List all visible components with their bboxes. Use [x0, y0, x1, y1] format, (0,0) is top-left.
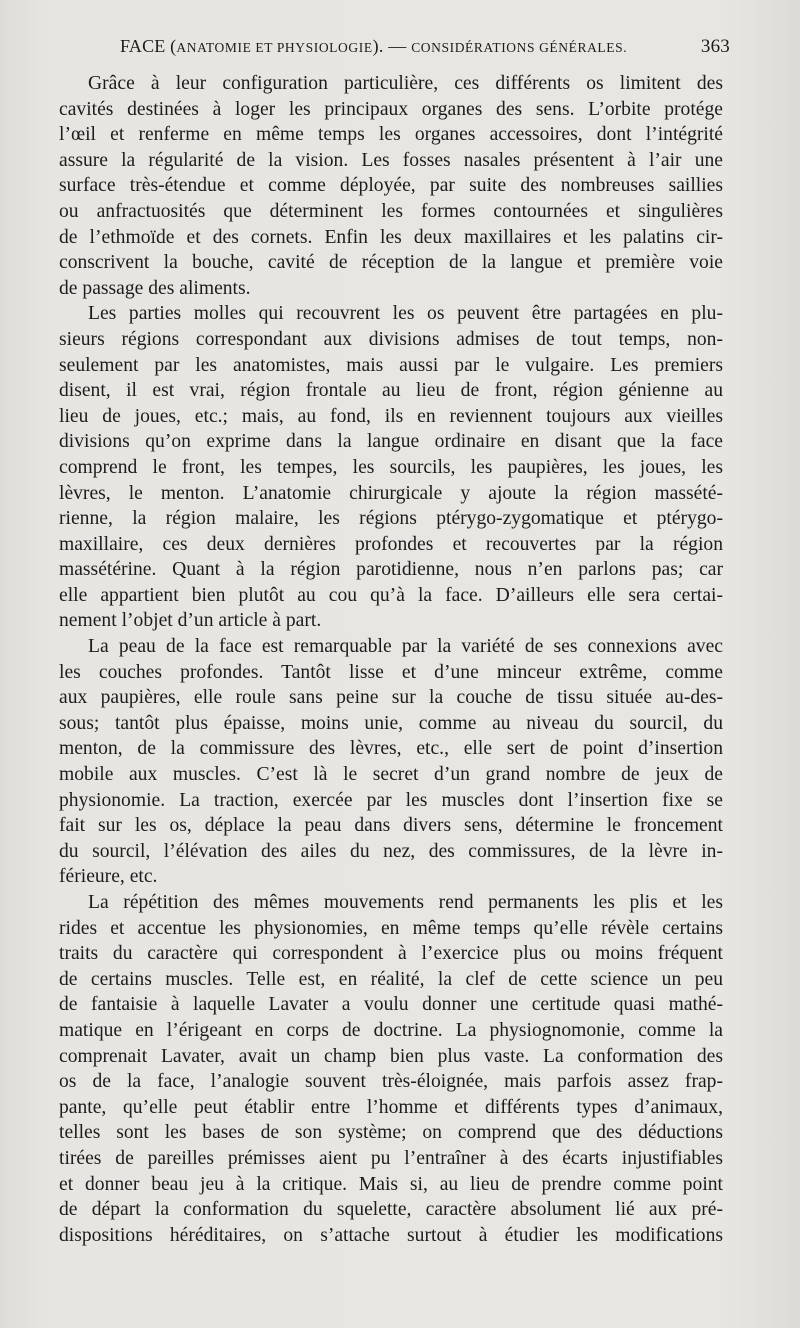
text-line: physionomie. La traction, exercée par les muscles dont l’insertion fixe se [59, 789, 723, 811]
text-line: os de la face, l’analogie souvent très-éloignée, mais parfois assez frap- [59, 1071, 723, 1093]
text-line: comprenait Lavater, avait un champ bien plus vaste. La conformation des [59, 1045, 723, 1067]
text-line: férieure, etc. [59, 866, 158, 888]
text-line: mobile aux muscles. C’est là le secret d’un grand nombre de jeux de [59, 764, 723, 786]
text-line: disent, il est vrai, région frontale au lieu de front, région génienne au [59, 380, 723, 402]
text-line: assure la régularité de la vision. Les fosses nasales présentent à l’air une [59, 149, 723, 171]
text-line: La peau de la face est remarquable par la variété de ses connexions avec [88, 636, 723, 658]
text-line: de passage des aliments. [59, 277, 251, 299]
text-line: Les parties molles qui recouvrent les os peuvent être partagées en plu- [88, 303, 723, 325]
text-line: nement l’objet d’un article à part. [59, 610, 322, 632]
text-line: seulement par les anatomistes, mais aussi par le vulgaire. Les premiers [59, 354, 723, 376]
text-line: du sourcil, l’élévation des ailes du nez, des commissures, de la lèvre in- [59, 840, 723, 862]
text-line: comprend le front, les tempes, les sourcils, les paupières, les joues, les [59, 456, 723, 478]
text-line: maxillaire, ces deux dernières profondes et recouvertes par la région [59, 533, 723, 555]
running-head-title [120, 36, 627, 57]
text-line: de certains muscles. Telle est, en réalité, la clef de cette science un peu [59, 968, 723, 990]
text-line: dispositions héréditaires, on s’attache surtout à étudier les modifications [59, 1224, 723, 1246]
text-line: et donner beau jeu à la critique. Mais si, au lieu de prendre comme point [59, 1173, 723, 1195]
text-line: pante, qu’elle peut établir entre l’homme et différents types d’animaux, [59, 1096, 723, 1118]
running-head [120, 36, 730, 62]
text-line: lieu de joues, etc.; mais, au fond, ils en reviennent toujours aux vieilles [59, 405, 723, 427]
running-head-title-smallcaps: ANATOMIE ET PHYSIOLOGIE [176, 40, 373, 55]
text-line: La répétition des mêmes mouvements rend permanents les plis et les [88, 892, 723, 913]
text-line: lèvres, le menton. L’anatomie chirurgicale y ajoute la région massété- [59, 482, 723, 504]
text-line: telles sont les bases de son système; on comprend que des déductions [59, 1122, 723, 1144]
running-head-dash: — [383, 36, 412, 56]
body-text [59, 71, 723, 1248]
text-line: les couches profondes. Tantôt lisse et d’une minceur extrême, comme [59, 661, 723, 683]
text-line: elle appartient bien plutôt au cou qu’à la face. D’ailleurs elle sera certai- [59, 584, 723, 606]
text-line: de l’ethmoïde et des cornets. Enfin les deux maxillaires et les palatins cir- [59, 226, 723, 248]
text-line: divisions qu’on exprime dans la langue ordinaire en disant que la face [59, 431, 723, 453]
text-line: aux paupières, elle roule sans peine sur la couche de tissu située au-des- [59, 687, 723, 709]
text-line: ou anfractuosités que déterminent les formes contournées et singulières [59, 200, 723, 222]
text-line: matique en l’érigeant en corps de doctrine. La physiognomonie, comme la [59, 1019, 723, 1041]
text-line: fait sur les os, déplace la peau dans divers sens, détermine le froncement [59, 815, 723, 837]
text-line: l’œil et renferme en même temps les organes accessoires, dont l’intégrité [59, 124, 723, 146]
text-line: massétérine. Quant à la région parotidienne, nous n’en parlons pas; car [59, 559, 723, 581]
text-line: tirées de pareilles prémisses aient pu l’entraîner à des écarts injustifiables [59, 1147, 723, 1169]
text-line: de départ la conformation du squelette, caractère absolument lié aux pré- [59, 1199, 723, 1221]
running-head-section: CONSIDÉRATIONS GÉNÉRALES. [411, 40, 628, 55]
text-line: sieurs régions correspondant aux divisions admises de tout temps, non- [59, 328, 723, 350]
running-head-title-close: ). [372, 36, 384, 56]
text-line: conscrivent la bouche, cavité de réception de la langue et première voie [59, 252, 723, 274]
text-line: de fantaisie à laquelle Lavater a voulu donner une certitude quasi mathé- [59, 994, 723, 1016]
text-line: menton, de la commissure des lèvres, etc., elle sert de point d’insertion [59, 738, 723, 760]
text-line: cavités destinées à loger les principaux organes des sens. L’orbite protége [59, 98, 723, 120]
page-number: 363 [700, 36, 730, 57]
text-line: sous; tantôt plus épaisse, moins unie, comme au niveau du sourcil, du [59, 712, 723, 734]
text-line: surface très-étendue et comme déployée, par suite des nombreuses saillies [59, 175, 723, 197]
text-line: rides et accentue les physionomies, en même temps qu’elle révèle certains [59, 917, 723, 939]
text-line: Grâce à leur configuration particulière, ces différents os limitent des [88, 73, 723, 94]
running-head-title-main: FACE ( [120, 36, 177, 56]
text-line: traits du caractère qui correspondent à l’exercice plus ou moins fréquent [59, 943, 723, 965]
text-line: rienne, la région malaire, les régions ptérygo-zygomatique et ptérygo- [59, 508, 723, 530]
